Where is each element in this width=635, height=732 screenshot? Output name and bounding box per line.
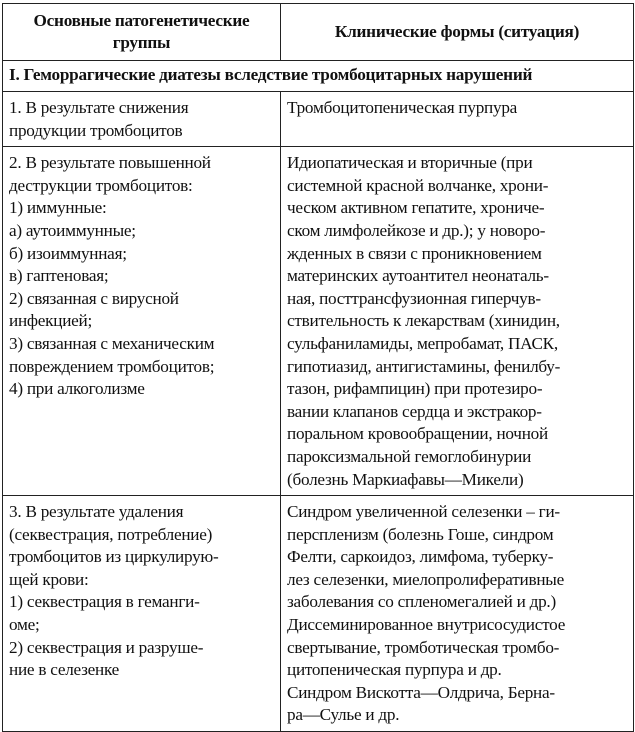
cell-line: свертывание, тромботическая тромбо-	[287, 637, 560, 657]
group-cell	[3, 92, 281, 147]
header-groups	[3, 4, 281, 61]
group-cell	[3, 496, 281, 732]
cell-line: жденных в связи с проникновением	[287, 243, 542, 263]
table-row	[3, 147, 634, 496]
cell-line: в) гаптеновая;	[9, 266, 109, 286]
cell-line: инфекцией;	[9, 311, 93, 331]
cell-line: Фелти, саркоидоз, лимфома, туберку-	[287, 547, 554, 567]
cell-line: поральном кровообращении, ночной	[287, 424, 548, 444]
cell-line: б) изоиммунная;	[9, 243, 127, 263]
cell-line: пароксизмальной гемоглобинурии	[287, 446, 532, 466]
header-line: группы	[112, 33, 171, 52]
table-row	[3, 92, 634, 147]
cell-line: Диссеминированное внутрисосудистое	[287, 615, 566, 635]
cell-line: ческом активном гепатите, хрониче-	[287, 198, 545, 218]
section-row	[3, 61, 634, 92]
cell-line: лез селезенки, миелопролиферативные	[287, 569, 564, 589]
cell-line: цитопеническая пурпура и др.	[287, 660, 502, 680]
group-cell	[3, 147, 281, 496]
header-forms	[281, 4, 634, 61]
forms-cell	[281, 147, 634, 496]
cell-line: Синдром увеличенной селезенки – ги-	[287, 502, 560, 522]
cell-line: тазон, рифампицин) при протезиро-	[287, 379, 543, 399]
cell-line: повреждением тромбоцитов;	[9, 356, 215, 376]
cell-line: 1) секвестрация в геманги-	[9, 592, 200, 612]
cell-line: ная, посттрансфузионная гиперчув-	[287, 288, 541, 308]
pathogenesis-table	[2, 3, 634, 732]
forms-cell	[281, 496, 634, 732]
header-line: Основные патогенетические	[33, 11, 250, 30]
cell-line: (болезнь Маркиафавы—Микели)	[287, 469, 524, 489]
cell-line: ние в селезенке	[9, 660, 120, 680]
table-row	[3, 496, 634, 732]
cell-line: 2) связанная с вирусной	[9, 288, 179, 308]
forms-cell	[281, 92, 634, 147]
cell-line: щей крови:	[9, 569, 89, 589]
cell-line: 3. В результате удаления	[9, 502, 184, 522]
cell-line: ра—Сулье и др.	[287, 705, 400, 725]
cell-line: Синдром Вискотта—Олдрича, Берна-	[287, 682, 555, 702]
cell-line: 1. В результате снижения	[9, 98, 189, 117]
cell-line: 2. В результате повышенной	[9, 153, 211, 173]
cell-line: ском лимфолейкозе и др.); у новоро-	[287, 220, 546, 240]
cell-line: сульфаниламиды, мепробамат, ПАСК,	[287, 333, 558, 353]
cell-line: (секвестрация, потребление)	[9, 524, 213, 544]
header-line: Клинические формы (ситуация)	[334, 22, 580, 41]
cell-line: деструкции тромбоцитов:	[9, 175, 193, 195]
cell-line: 4) при алкоголизме	[9, 379, 145, 399]
cell-line: системной красной волчанке, хрони-	[287, 175, 549, 195]
cell-line: 1) иммунные:	[9, 198, 107, 218]
cell-line: 3) связанная с механическим	[9, 333, 215, 353]
cell-line: перспленизм (болезнь Гоше, синдром	[287, 524, 554, 544]
cell-line: 2) секвестрация и разруше-	[9, 637, 204, 657]
section-title: I. Геморрагические диатезы вследствие тромбоцитарных нарушений	[3, 61, 634, 92]
header-row	[3, 4, 634, 61]
cell-line: гипотиазид, антигистамины, фенилбу-	[287, 356, 561, 376]
cell-line: а) аутоиммунные;	[9, 220, 136, 240]
cell-line: тромбоцитов из циркулирую-	[9, 547, 219, 567]
cell-line: вании клапанов сердца и экстракор-	[287, 401, 542, 421]
cell-line: Идиопатическая и вторичные (при	[287, 153, 533, 173]
cell-line: материнских аутоантител неонаталь-	[287, 266, 549, 286]
cell-line: заболевания со спленомегалией и др.)	[287, 592, 556, 612]
cell-line: продукции тромбоцитов	[9, 120, 183, 140]
cell-line: Тромбоцитопеническая пурпура	[287, 98, 518, 117]
cell-line: ствительность к лекарствам (хинидин,	[287, 311, 560, 331]
cell-line: оме;	[9, 615, 40, 635]
